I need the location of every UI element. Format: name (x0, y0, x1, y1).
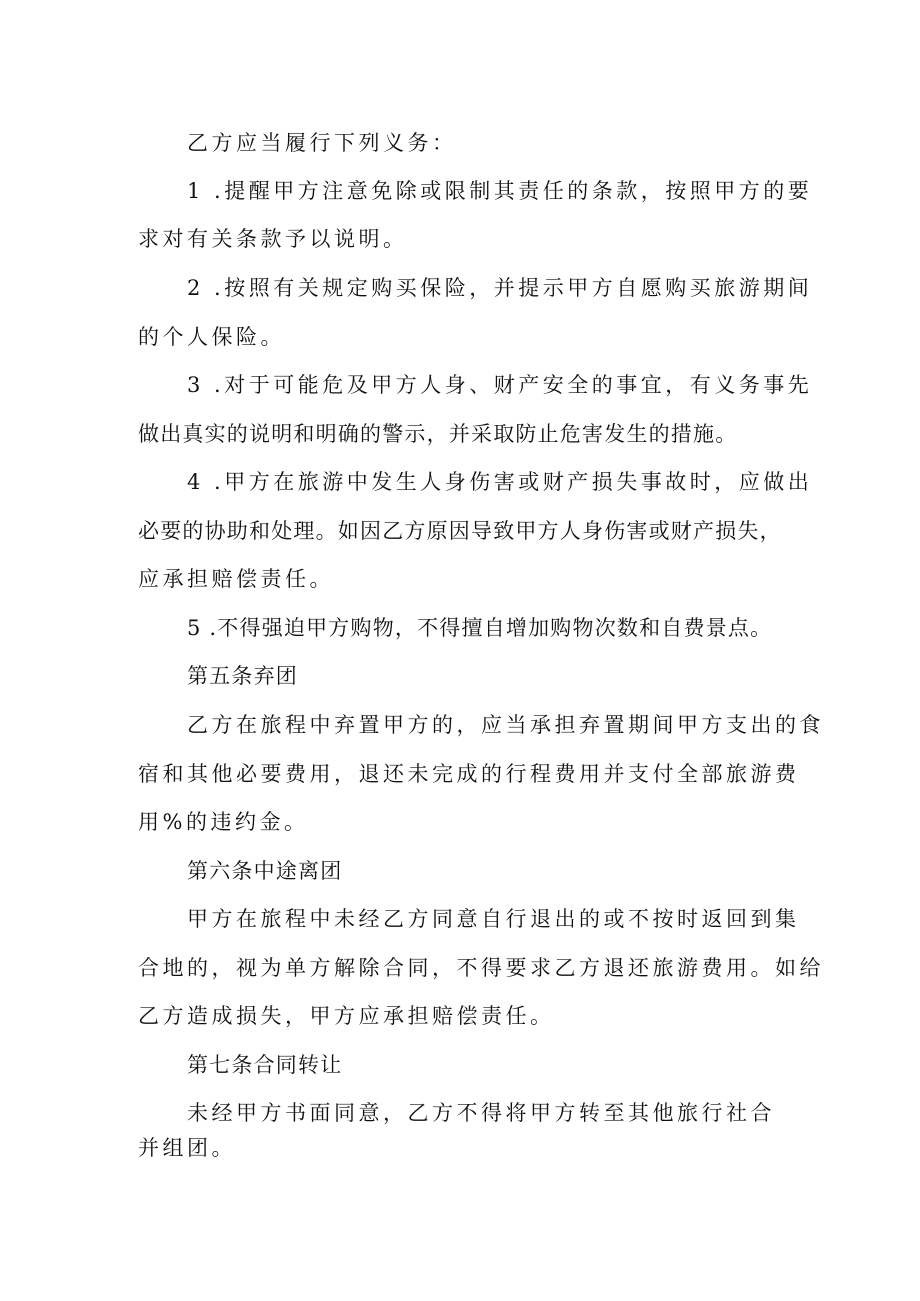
paragraph-item-3: 3 .对于可能危及甲方人身、财产安全的事宜，有义务事先 (187, 373, 813, 397)
section-heading-article-6: 第六条中途离团 (187, 859, 343, 883)
paragraph-article-6-cont-2: 乙方造成损失，甲方应承担赔偿责任。 (138, 1004, 555, 1028)
paragraph-article-5-cont: 宿和其他必要费用，退还未完成的行程费用并支付全部旅游费 (138, 762, 800, 786)
paragraph-obligations-intro: 乙方应当履行下列义务： (187, 131, 457, 155)
paragraph-item-1-cont: 求对有关条款予以说明。 (138, 227, 408, 251)
section-heading-article-5: 第五条弃团 (187, 664, 298, 688)
paragraph-item-2: 2 .按照有关规定购买保险，并提示甲方自愿购买旅游期间 (187, 276, 813, 300)
paragraph-article-5: 乙方在旅程中弃置甲方的，应当承担弃置期间甲方支出的食 (187, 713, 824, 737)
paragraph-item-4-cont-2: 应承担赔偿责任。 (138, 567, 334, 591)
paragraph-item-1: 1 .提醒甲方注意免除或限制其责任的条款，按照甲方的要 (187, 179, 813, 203)
paragraph-item-4: 4 .甲方在旅游中发生人身伤害或财产损失事故时，应做出 (187, 470, 813, 494)
paragraph-article-7: 未经甲方书面同意，乙方不得将甲方转至其他旅行社合 (187, 1101, 775, 1125)
paragraph-article-5-cont-2: 用%的违约金。 (138, 810, 309, 834)
paragraph-article-7-cont: 并组团。 (138, 1136, 236, 1160)
paragraph-article-6-cont: 合地的，视为单方解除合同，不得要求乙方退还旅游费用。如给 (138, 956, 824, 980)
paragraph-item-3-cont: 做出真实的说明和明确的警示，并采取防止危害发生的措施。 (138, 422, 738, 446)
paragraph-article-6: 甲方在旅程中未经乙方同意自行退出的或不按时返回到集 (187, 907, 800, 931)
paragraph-item-4-cont: 必要的协助和处理。如因乙方原因导致甲方人身伤害或财产损失， (138, 519, 782, 543)
section-heading-article-7: 第七条合同转让 (187, 1053, 343, 1077)
paragraph-item-2-cont: 的个人保险。 (138, 325, 285, 349)
paragraph-item-5: 5 .不得强迫甲方购物，不得擅自增加购物次数和自费景点。 (187, 616, 773, 640)
